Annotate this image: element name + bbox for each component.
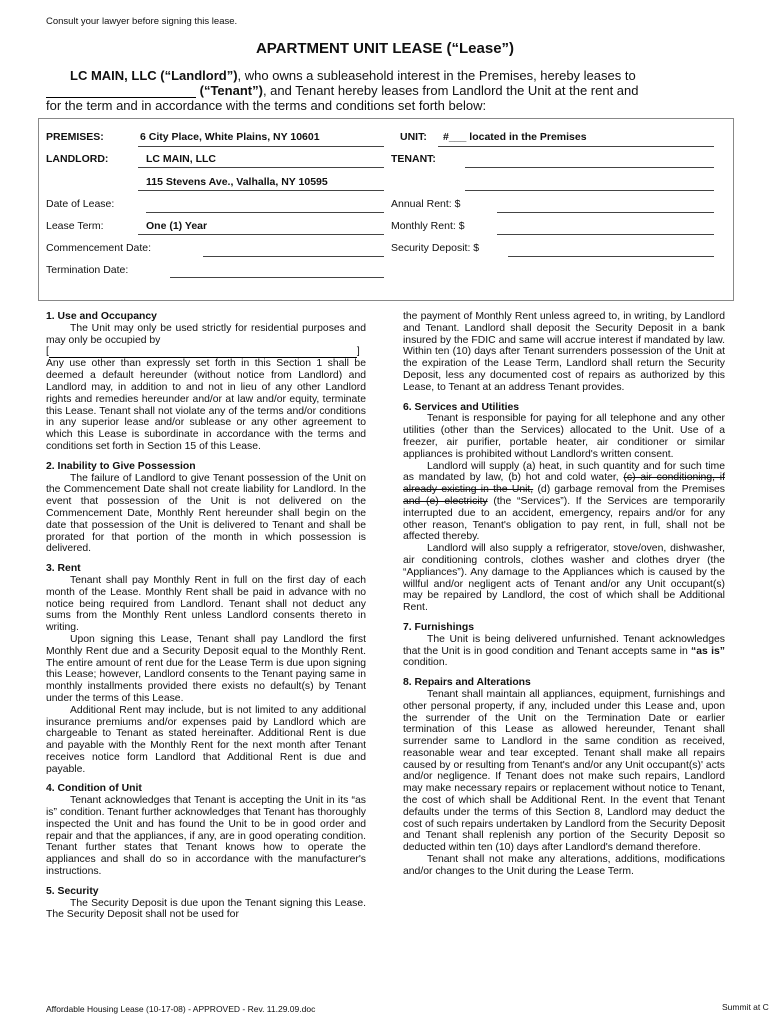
section-7-text — [403, 634, 725, 669]
intro-line2: , and Tenant hereby leases from Landlord the Unit at the rent and — [262, 83, 639, 98]
services-strike-1: (c) air conditioning, if already existing in the Unit, — [403, 472, 725, 496]
services-strike-2: and (e) electricity — [403, 495, 488, 507]
section-4-text: Tenant acknowledges that Tenant is accepting the Unit in its “as is” condition. Tenant further acknowledges that Tenant has thoroughly inspected the Unit and has found the Unit to be in good order and repair and that the appliances, if any, are in good operating condition. Tenant further states that Tenant knows how to operate the appliances and shall do so in accordance with the manufacturer's instructions. — [46, 795, 366, 878]
intro-line1: , who owns a subleasehold interest in the Premises, hereby leases to — [237, 68, 636, 83]
services-text-2: (d) garbage removal from the Premises — [533, 484, 725, 496]
furnishings-text-2: condition. — [403, 657, 448, 669]
landlord-label: LANDLORD: — [46, 153, 109, 165]
section-1-heading: 1. Use and Occupancy — [46, 311, 157, 322]
services-text-1: Landlord will supply (a) heat, in such quantity and for such time as mandated by law, (b) hot and cold water, — [403, 460, 725, 484]
section-1-text-b: Any use other than expressly set forth in this Section 1 shall be deemed a default hereunder (without notice from Landlord) and Landlord may, in addition to and not in lieu of any other Landlord rights and remedies hereunder and/or at law and/or equity, terminate this Lease. Tenant shall not violate any of the terms and/or conditions in any superior lease and/or sublease or any other agreement to which this Lease is subordinate in accordance with the terms and conditions set forth in Section 15 of this Lease. — [46, 358, 366, 452]
intro-line3: for the term and in accordance with the terms and conditions set forth below: — [46, 98, 487, 113]
section-6-text-b — [403, 461, 725, 544]
footer-document-id: Affordable Housing Lease (10-17-08) - APPROVED - Rev. 11.29.09.doc — [46, 1004, 316, 1014]
unit-line — [438, 146, 714, 147]
tenant-entity: (“Tenant”) — [199, 83, 263, 98]
section-5-text: The Security Deposit is due upon the Tenant signing this Lease. The Security Deposit shall not be used for — [46, 897, 366, 921]
annual-rent-label: Annual Rent: $ — [391, 198, 461, 210]
section-5-heading: 5. Security — [46, 885, 99, 897]
commencement-label: Commencement Date: — [46, 242, 152, 254]
page-title: APARTMENT UNIT LEASE (“Lease”) — [255, 40, 515, 57]
section-3-text-a: Tenant shall pay Monthly Rent in full on the first day of each month of the Lease. Monthly Rent shall be paid in advance with no notice being required from Landlord. Tenant shall not deduct any sums from the Monthly Rent unless Landlord consents thereto in writing. — [46, 574, 366, 634]
occupant-blank[interactable]: [ ] — [46, 346, 360, 358]
lease-term-label: Lease Term: — [46, 220, 104, 232]
unit-label: UNIT: — [400, 131, 427, 143]
section-8-text-b: Tenant shall not make any alterations, additions, modifications and/or changes to the Unit during the Lease Term. — [403, 854, 725, 877]
landlord-line — [138, 167, 384, 168]
landlord-value: LC MAIN, LLC — [146, 153, 216, 165]
date-of-lease-label: Date of Lease: — [46, 198, 115, 210]
date-of-lease-line[interactable] — [146, 212, 384, 213]
tenant-label: TENANT: — [391, 153, 436, 165]
section-4-heading: 4. Condition of Unit — [46, 783, 142, 795]
section-1-text-a: The Unit may only be used strictly for residential purposes and may only be occupied by — [46, 322, 366, 346]
footer-right-label: Summit at C — [722, 1002, 769, 1012]
section-5-continued: the payment of Monthly Rent unless agreed to, in writing, by Landlord and Tenant. Landlord shall deposit the Security Deposit in a bank insured by the FDIC and same will accrue interest if mandated by law. Within ten (10) days after Tenant surrenders possession of the Unit at the expiration of the Lease Term, Landlord shall return the Security Deposit, less any documented cost of repairs as authorized by this Lease, to Tenant at an address Tenant provides. — [403, 311, 725, 393]
services-text-3: (the “Services”). If the Services are temporarily interrupted due to an accident, emergency, repairs and/or for any other reason, Tenant's obligation to pay rent, in full, shall not be affected thereby. — [403, 495, 725, 543]
monthly-rent-label: Monthly Rent: $ — [391, 220, 465, 232]
commencement-line[interactable] — [203, 256, 384, 257]
landlord-address-line — [138, 190, 384, 191]
monthly-rent-line[interactable] — [497, 234, 714, 235]
section-3-text-c: Additional Rent may include, but is not limited to any additional insurance premiums and/or expenses paid by Landlord which are chargeable to Tenant as stated hereinafter. Additional Rent is due and payable with the Monthly Rent for the next month after Tenant receives notice form Landlord that Additional Rent is due and payable. — [46, 704, 366, 775]
security-deposit-label: Security Deposit: $ — [391, 242, 480, 254]
tenant-line[interactable] — [465, 167, 714, 168]
right-column — [403, 311, 725, 878]
consult-note: Consult your lawyer before signing this lease. — [46, 16, 238, 27]
section-8-text-a: Tenant shall maintain all appliances, equipment, furnishings and other personal property, if any, included under this Lease and, upon the surrender of the Unit on the Termination Date or earlier termination of this Lease as allowed hereunder, Tenant shall surrender same to Landlord in the same condition as received, reasonable wear and tear excepted. Tenant shall make all repairs caused by or resulting from Tenant's and/or any Unit occupant(s)' acts and/or negligence. If Tenant does not make such repairs, Landlord may make necessary repairs or replacement without notice to Tenant, the cost of which shall be Additional Rent. In the event that Tenant defaults under the terms of this Section 8, Landlord may deduct the cost of such repairs undertaken by Landlord from the Security Deposit and Tenant shall replenish any portion of the Security Deposit so deducted within ten (10) days after Landlord's demand therefore. — [403, 688, 725, 854]
premises-line — [138, 146, 384, 147]
tenant-address-line[interactable] — [465, 190, 714, 191]
termination-line[interactable] — [170, 277, 384, 278]
section-6-text-a: Tenant is responsible for paying for all telephone and any other utilities (other than the Services) allocated to the Unit. Use of a freezer, air purifier, portable heater, air conditioner or similar appliances is prohibited without Landlord's written consent. — [403, 413, 725, 460]
annual-rent-line[interactable] — [497, 212, 714, 213]
lease-term-value: One (1) Year — [146, 220, 208, 232]
section-2-text: The failure of Landlord to give Tenant possession of the Unit on the Commencement Date shall not create liability for Landlord. In the event that possession of the Unit is not delivered on the Commencement Date, Monthly Rent hereunder shall begin on the date that possession of the Unit is delivered to Tenant and shall be prorated for that portion of the month in which possession is delivered. — [46, 472, 366, 555]
premises-value: 6 City Place, White Plains, NY 10601 — [140, 131, 320, 143]
security-deposit-line[interactable] — [508, 256, 714, 257]
section-3-heading: 3. Rent — [46, 563, 81, 575]
section-6-heading: 6. Services and Utilities — [403, 401, 520, 413]
section-7-heading: 7. Furnishings — [403, 621, 475, 633]
section-2-heading: 2. Inability to Give Possession — [46, 460, 196, 472]
as-is-emphasis: “as is” — [691, 645, 725, 657]
furnishings-text-1: The Unit is being delivered unfurnished. Tenant acknowledges that the Unit is in good condition and Tenant accepts same in — [403, 633, 725, 657]
landlord-entity: LC MAIN, LLC (“Landlord”) — [70, 68, 238, 83]
unit-value: #___ located in the Premises — [443, 131, 587, 143]
termination-label: Termination Date: — [46, 264, 129, 276]
lease-term-line — [138, 234, 384, 235]
intro-paragraph — [46, 68, 726, 113]
section-8-heading: 8. Repairs and Alterations — [403, 677, 531, 689]
section-6-text-c: Landlord will also supply a refrigerator, stove/oven, dishwasher, air conditioning controls, clothes washer and clothes dryer (the “Appliances”). Any damage to the Appliances which is caused by the willful and/or negligent acts of Tenant and/or any Unit occupant(s) may be repaired by Landlord, the cost of which shall be Additional Rent. — [403, 543, 725, 614]
landlord-address: 115 Stevens Ave., Valhalla, NY 10595 — [146, 176, 328, 188]
tenant-name-blank[interactable] — [46, 84, 196, 98]
section-3-text-b: Upon signing this Lease, Tenant shall pay Landlord the first Monthly Rent due and a Security Deposit equal to the Monthly Rent. The entire amount of rent due for the Lease Term is due upon signing this Lease; however, Landlord consents to the Tenant paying same in monthly installments provided there exists no default(s) by Tenant under the terms of this Lease. — [46, 633, 366, 704]
left-column — [46, 311, 366, 921]
premises-label: PREMISES: — [46, 131, 104, 143]
